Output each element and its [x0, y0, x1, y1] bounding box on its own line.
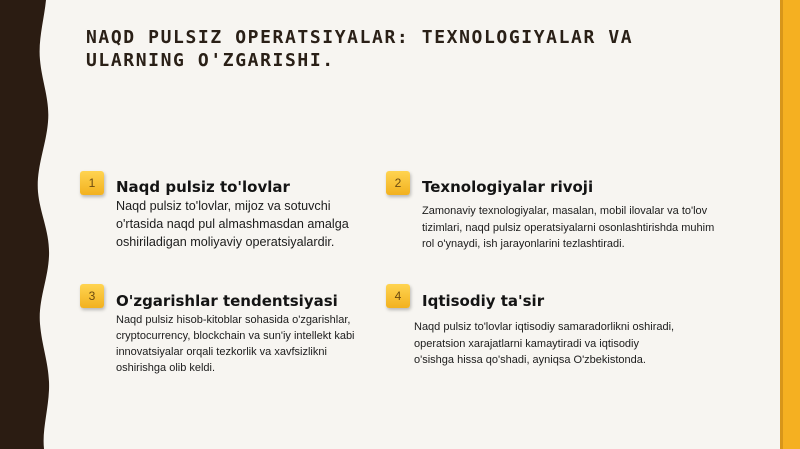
- item-title: Iqtisodiy ta'sir: [422, 292, 545, 310]
- item-text: Naqd pulsiz to'lovlar iqtisodiy samaradorlikni oshiradi, operatsion xarajatlarni kamaytiradi va iqtisodiy o'sishga hissa qo'shadi, ayniqsa O'zbekistonda.: [414, 321, 675, 366]
- right-accent-bar: [780, 0, 800, 449]
- item-number-badge: 3: [80, 284, 104, 308]
- item-number-badge: 2: [386, 171, 410, 195]
- item-title: Texnologiyalar rivoji: [422, 178, 594, 196]
- item-text: Naqd pulsiz to'lovlar, mijoz va sotuvchi o'rtasida naqd pul almashmasdan amalga oshiriladigan moliyaviy operatsiyalardir.: [116, 199, 349, 249]
- left-decorative-edge: [0, 0, 70, 449]
- item-title: Naqd pulsiz to'lovlar: [116, 178, 290, 196]
- item-text: Naqd pulsiz hisob-kitoblar sohasida o'zgarishlar, cryptocurrency, blockchain va sun'iy intellekt kabi innovatsiyalar orqali tezkorlik va xavfsizlikni oshirishga olib keldi.: [116, 314, 355, 374]
- item-text: Zamonaviy texnologiyalar, masalan, mobil ilovalar va to'lov tizimlari, naqd pulsiz operatsiyalarni osonlashtirishda muhim rol o'ynaydi, ish jarayonlarini tezlashtiradi.: [422, 205, 715, 250]
- item-number-badge: 1: [80, 171, 104, 195]
- slide-title: NAQD PULSIZ OPERATSIYALAR: TEXNOLOGIYALAR VA ULARNING O'ZGARISHI.: [86, 27, 634, 71]
- item-title: O'zgarishlar tendentsiyasi: [116, 292, 338, 310]
- item-number-badge: 4: [386, 284, 410, 308]
